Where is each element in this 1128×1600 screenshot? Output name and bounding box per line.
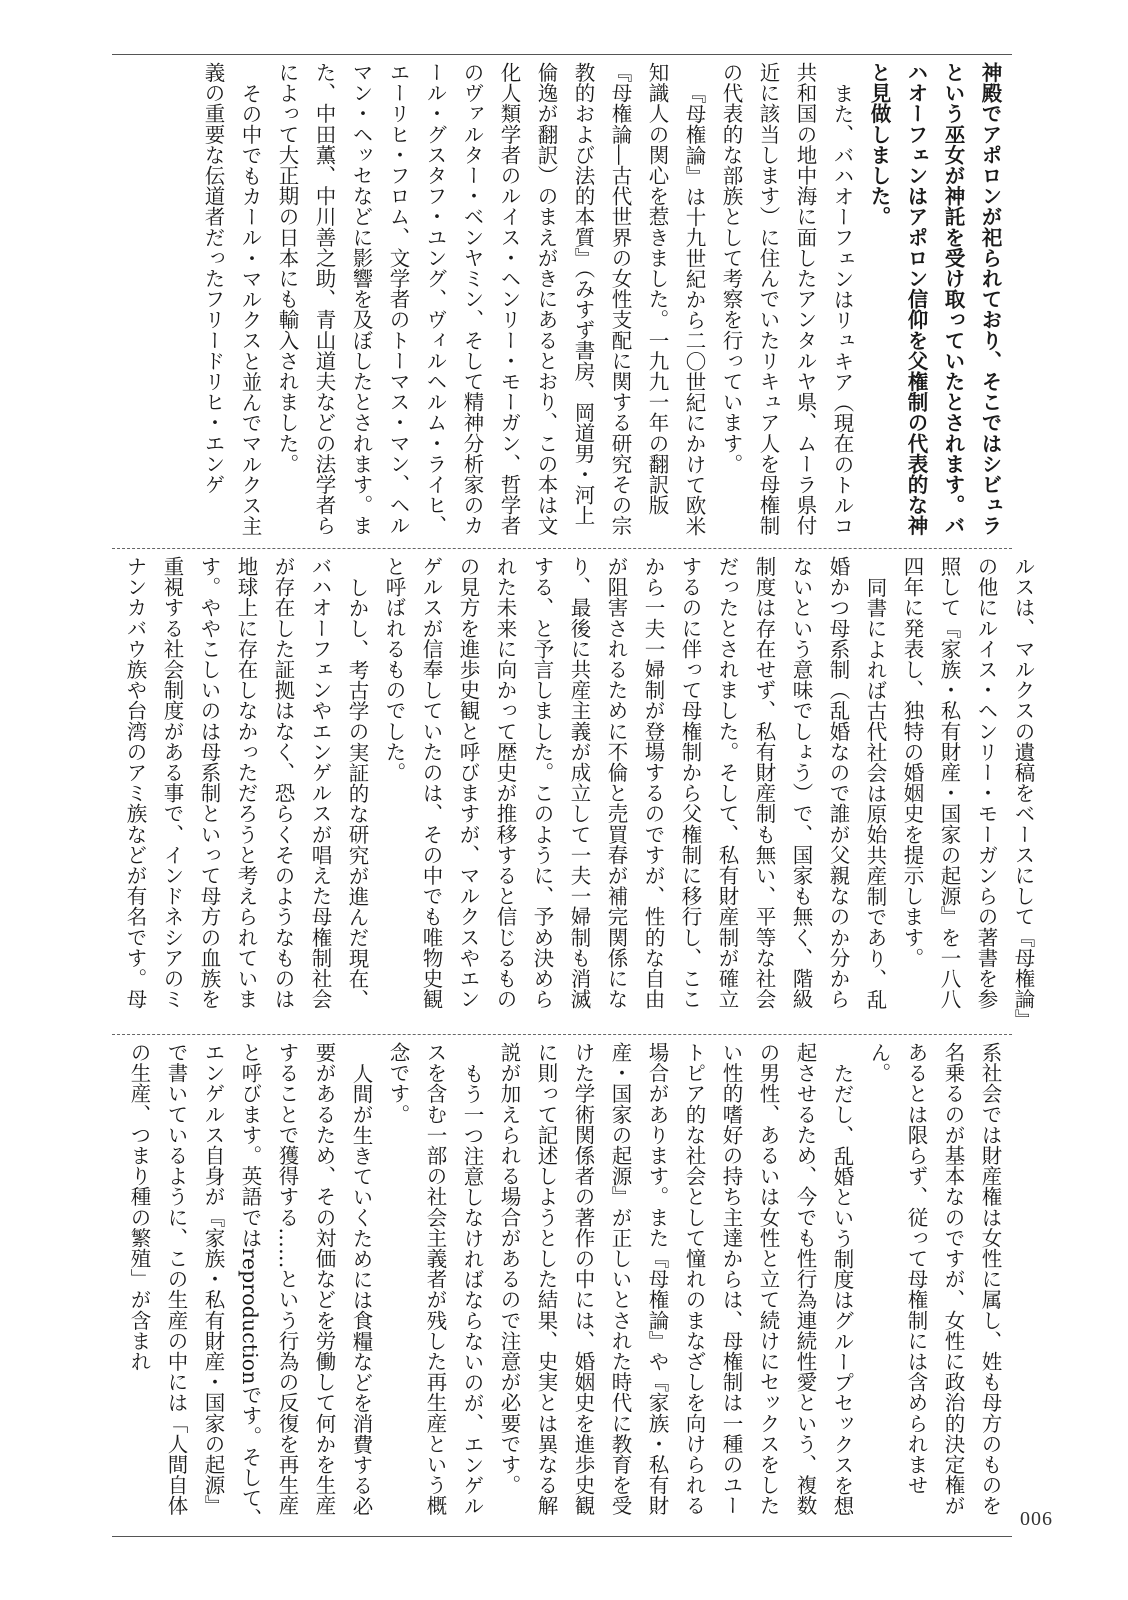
paragraph: しかし、考古学の実証的な研究が進んだ現在、バハオーフェンやエンゲルスが唱えた母権制社会が存在した証拠はなく、恐らくそのようなものは地球上に存在しなかっただろうと考えられています。ややこしいのは母系制といって母方の血族を重視する社会制度がある事で、インドネシアのミナンカバウ族や台湾のアミ族などが有名です。母 bbox=[123, 556, 369, 1010]
bottom-rule bbox=[112, 1536, 1012, 1537]
section-divider bbox=[112, 548, 1012, 549]
paragraph: ただし、乱婚という制度はグループセックスを想起させるため、今でも性行為連続性愛という、複数の男性、あるいは女性と立て続けにセックスをしたい性的嗜好の持ち主達からは、母権制は一種のユートピア的な社会として憧れのまなざしを向けられる場合があります。また『母権論』や『家族・私有財産・国家の起源』が正しいとされた時代に教育を受けた学術関係者の著作の中には、婚姻史を進歩史観に則って記述しようとした結果、史実とは異なる解説が加えられる場合があるので注意が必要です。 bbox=[497, 1042, 854, 1516]
section-divider bbox=[112, 1034, 1012, 1035]
paragraph: 人間が生きていくためには食糧などを消費する必要があるため、その対価などを労働して何かを生産することで獲得する……という行為の反復を再生産と呼びます。英語ではreproductionです。そして、エンゲルス自身が『家族・私有財産・国家の起源』で書いているように、この生産の中には「人間自体の生産、つまり種の繁殖」が含まれ bbox=[127, 1042, 373, 1529]
paragraph: 神殿でアポロンが祀られており、そこではシビュラという巫女が神託を受け取っていたとされます。バハオーフェンはアポロン信仰を父権制の代表的な神と見做しました。 bbox=[867, 62, 1002, 536]
paragraph: また、バハオーフェンはリュキア（現在のトルコ共和国の地中海に面したアンタルヤ県、ムーラ県付近に該当します）に住んでいたリキュア人を母権制の代表的な部族として考察を行っています。 bbox=[719, 62, 854, 536]
paragraph: 同書によれば古代社会は原始共産制であり、乱婚かつ母系制（乱婚なので誰が父親なのか分からないという意味でしょう）で、国家も無く、階級制度は存在せず、私有財産制も無い、平等な社会だったとされました。そして、私有財産制が確立するのに伴って母権制から父権制に移行し、ここから一夫一婦制が登場するのですが、性的な自由が阻害されるために不倫と売買春が補完関係になり、最後に共産主義が成立して一夫一婦制も消滅する、と予言しました。このように、予め決められた未来に向かって歴史が推移すると信じるものの見方を進歩史観と呼びますが、マルクスやエンゲルスが信奉していたのは、その中でも唯物史観と呼ばれるものでした。 bbox=[382, 556, 887, 1010]
text-block-3 bbox=[116, 1042, 1008, 1530]
paragraph: 系社会では財産権は女性に属し、姓も母方のものを名乗るのが基本なのですが、女性に政治的決定権があるとは限らず、従って母権制には含められません。 bbox=[867, 1042, 1002, 1516]
paragraph: その中でもカール・マルクスと並んでマルクス主義の重要な伝道者だったフリードリヒ・エンゲ bbox=[201, 62, 262, 536]
text-block-1 bbox=[116, 62, 1008, 542]
text-block-2 bbox=[116, 556, 1035, 1026]
paragraph: ルスは、マルクスの遺稿をベースにして『母権論』の他にルイス・ヘンリー・モーガンらの著書を参照して『家族・私有財産・国家の起源』を一八八四年に発表し、独特の婚姻史を提示します。 bbox=[900, 556, 1035, 1020]
page-number: 006 bbox=[1020, 1508, 1053, 1530]
top-rule bbox=[112, 54, 1012, 55]
paragraph: もう一つ注意しなければならないのが、エンゲルスを含む一部の社会主義者が残した再生産という概念です。 bbox=[386, 1042, 484, 1516]
paragraph: 『母権論』は十九世紀から二〇世紀にかけて欧米知識人の関心を惹きました。一九九一年の翻訳版『母権論―古代世界の女性支配に関する研究その宗教的および法的本質』（みすず書房、岡道男・河上倫逸が翻訳）のまえがきにあるとおり、この本は文化人類学者のルイス・ヘンリー・モーガン、哲学者のヴァルター・ベンヤミン、そして精神分析家のカール・グスタフ・ユング、ヴィルヘルム・ライヒ、エーリヒ・フロム、文学者のトーマス・マン、ヘルマン・ヘッセなどに影響を及ぼしたとされます。また、中田薫、中川善之助、青山道夫などの法学者らによって大正期の日本にも輸入されました。 bbox=[275, 62, 706, 536]
